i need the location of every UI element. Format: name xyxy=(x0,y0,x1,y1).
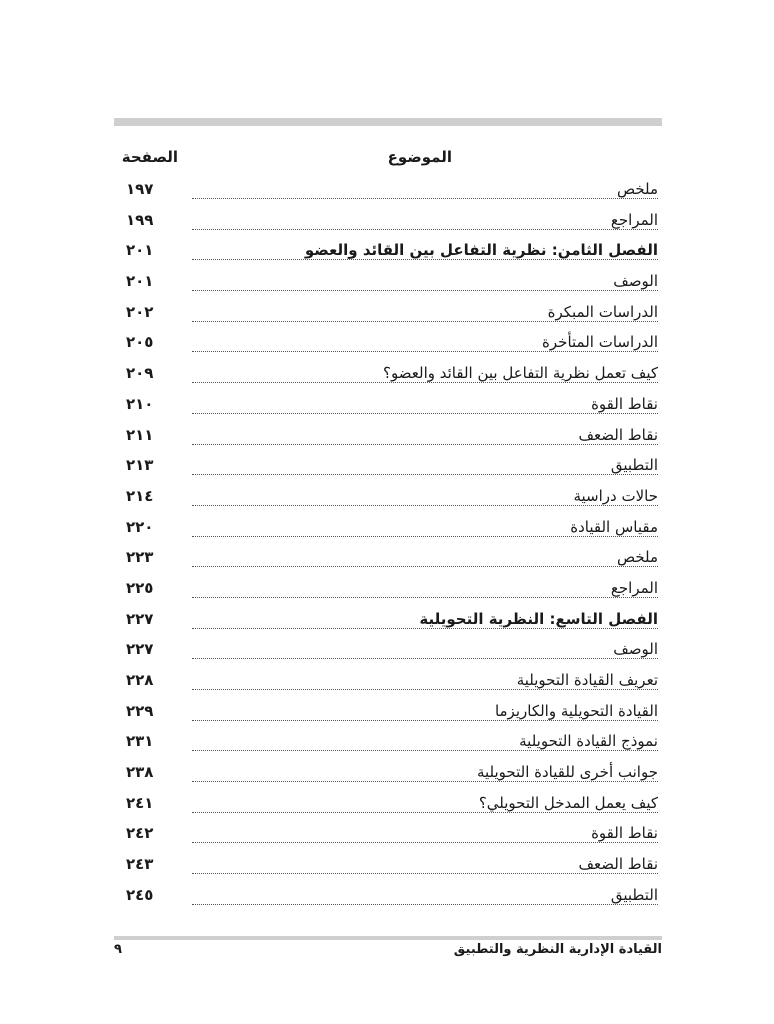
entry-title: المراجع xyxy=(605,211,658,229)
dot-leader xyxy=(192,444,658,445)
dot-leader xyxy=(192,781,658,782)
entry-page-number: ٢١١ xyxy=(126,425,154,444)
entry-title: نقاط القوة xyxy=(585,824,658,842)
dot-leader xyxy=(192,198,658,199)
toc-row xyxy=(114,422,662,453)
entry-title: الوصف xyxy=(607,272,658,290)
dot-leader xyxy=(192,720,658,721)
chapter-title: الفصل الثامن: نظرية التفاعل بين القائد والعضو xyxy=(299,241,658,259)
entry-page-number: ٢٠١ xyxy=(126,241,154,260)
page-number: ٩ xyxy=(114,942,122,957)
toc-row xyxy=(114,544,662,575)
toc-row xyxy=(114,207,662,238)
toc-row xyxy=(114,667,662,698)
entry-page-number: ٢٢٩ xyxy=(126,701,154,720)
dot-leader xyxy=(192,321,658,322)
entry-title: الدراسات المبكرة xyxy=(542,303,658,321)
top-divider xyxy=(114,118,662,126)
dot-leader xyxy=(192,474,658,475)
entry-title: كيف تعمل نظرية التفاعل بين القائد والعضو؟ xyxy=(377,364,658,382)
entry-title: جوانب أخرى للقيادة التحويلية xyxy=(471,763,658,781)
dot-leader xyxy=(192,750,658,751)
entry-title: الدراسات المتأخرة xyxy=(536,333,658,351)
dot-leader xyxy=(192,689,658,690)
dot-leader xyxy=(192,597,658,598)
dot-leader xyxy=(192,628,658,629)
dot-leader xyxy=(192,566,658,567)
entry-title: نقاط القوة xyxy=(585,395,658,413)
toc-chapter-row xyxy=(114,237,662,268)
entry-page-number: ٢٣٨ xyxy=(126,763,154,782)
toc-chapter-row xyxy=(114,606,662,637)
chapter-title: الفصل التاسع: النظرية التحويلية xyxy=(413,610,658,628)
entry-page-number: ٢٤١ xyxy=(126,793,154,812)
toc-row xyxy=(114,483,662,514)
entry-page-number: ٢٠٩ xyxy=(126,364,154,383)
dot-leader xyxy=(192,842,658,843)
entry-title: حالات دراسية xyxy=(567,487,658,505)
entry-title: مقياس القيادة xyxy=(564,518,658,536)
dot-leader xyxy=(192,382,658,383)
toc-row xyxy=(114,360,662,391)
page-footer xyxy=(114,942,662,966)
entry-title: تعريف القيادة التحويلية xyxy=(511,671,658,689)
entry-title: كيف يعمل المدخل التحويلي؟ xyxy=(473,794,658,812)
dot-leader xyxy=(192,904,658,905)
dot-leader xyxy=(192,873,658,874)
entry-page-number: ٢٤٣ xyxy=(126,855,154,874)
toc-row xyxy=(114,698,662,729)
entry-page-number: ٢٢٣ xyxy=(126,548,154,567)
toc-row xyxy=(114,882,662,913)
toc-row xyxy=(114,759,662,790)
entry-page-number: ٢٤٢ xyxy=(126,824,154,843)
topic-column-header: الموضوع xyxy=(387,148,452,166)
entry-page-number: ٢٢٧ xyxy=(126,640,154,659)
entry-page-number: ٢٠٥ xyxy=(126,333,154,352)
entry-page-number: ٢١٤ xyxy=(126,486,154,505)
dot-leader xyxy=(192,536,658,537)
entry-title: نموذج القيادة التحويلية xyxy=(513,732,658,750)
entry-title: القيادة التحويلية والكاريزما xyxy=(489,702,658,720)
toc-row xyxy=(114,636,662,667)
entry-title: نقاط الضعف xyxy=(573,426,658,444)
toc-row xyxy=(114,329,662,360)
toc-row xyxy=(114,391,662,422)
entry-page-number: ٢٢٥ xyxy=(126,578,154,597)
toc-row xyxy=(114,790,662,821)
entry-page-number: ٢١٠ xyxy=(126,394,154,413)
toc-row xyxy=(114,268,662,299)
entry-page-number: ٢٣١ xyxy=(126,732,154,751)
toc-row xyxy=(114,575,662,606)
dot-leader xyxy=(192,658,658,659)
toc-header xyxy=(114,148,662,174)
entry-title: التطبيق xyxy=(605,886,658,904)
toc-row xyxy=(114,452,662,483)
bottom-divider xyxy=(114,936,662,940)
entry-page-number: ١٩٧ xyxy=(126,180,154,198)
toc-row xyxy=(114,728,662,759)
dot-leader xyxy=(192,505,658,506)
entry-page-number: ٢٤٥ xyxy=(126,885,154,904)
toc-row xyxy=(114,299,662,330)
toc-row xyxy=(114,176,662,207)
entry-title: نقاط الضعف xyxy=(573,855,658,873)
dot-leader xyxy=(192,259,658,260)
toc-row xyxy=(114,514,662,545)
entry-title: ملخص xyxy=(611,180,658,198)
entry-title: المراجع xyxy=(605,579,658,597)
entry-title: ملخص xyxy=(611,548,658,566)
page-column-header: الصفحة xyxy=(121,148,178,166)
toc-row xyxy=(114,820,662,851)
dot-leader xyxy=(192,290,658,291)
dot-leader xyxy=(192,229,658,230)
entry-page-number: ٢٠٢ xyxy=(126,302,154,321)
table-of-contents xyxy=(114,176,662,913)
entry-page-number: ٢٠١ xyxy=(126,272,154,291)
toc-row xyxy=(114,851,662,882)
entry-page-number: ٢٢٧ xyxy=(126,609,154,628)
entry-page-number: ٢١٣ xyxy=(126,456,154,475)
dot-leader xyxy=(192,351,658,352)
entry-title: التطبيق xyxy=(605,456,658,474)
entry-title: الوصف xyxy=(607,640,658,658)
entry-page-number: ٢٢٨ xyxy=(126,671,154,689)
running-title: القيادة الإدارية النظرية والتطبيق xyxy=(453,942,662,957)
entry-page-number: ١٩٩ xyxy=(126,210,154,229)
dot-leader xyxy=(192,413,658,414)
entry-page-number: ٢٢٠ xyxy=(126,517,154,536)
